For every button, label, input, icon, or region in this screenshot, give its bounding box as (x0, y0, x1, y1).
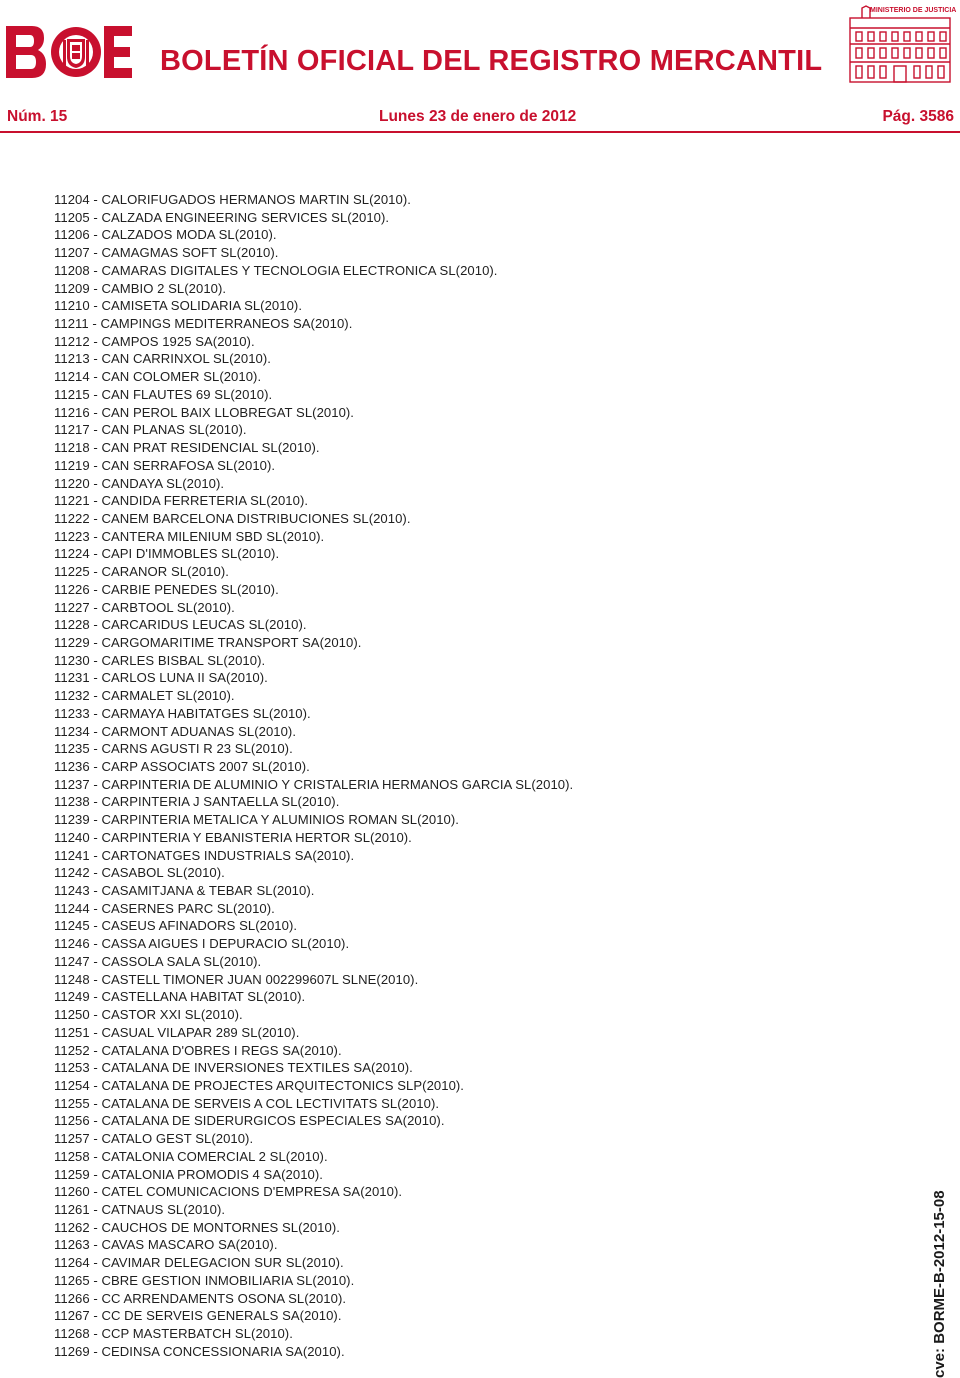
list-item: 11237 - CARPINTERIA DE ALUMINIO Y CRISTALERIA HERMANOS GARCIA SL(2010). (54, 776, 574, 792)
issue-number: Núm. 15 (7, 108, 68, 125)
list-item: 11206 - CALZADOS MODA SL(2010). (54, 227, 277, 243)
list-item: 11204 - CALORIFUGADOS HERMANOS MARTIN SL(2010). (54, 192, 411, 207)
page-number: Pág. 3586 (882, 108, 954, 125)
list-item: 11267 - CC DE SERVEIS GENERALS SA(2010). (54, 1308, 342, 1324)
list-item: 11225 - CARANOR SL(2010). (54, 564, 229, 580)
list-item: 11236 - CARP ASSOCIATS 2007 SL(2010). (54, 759, 310, 774)
issue-info-bar (0, 104, 960, 130)
list-item: 11250 - CASTOR XXI SL(2010). (54, 1007, 243, 1023)
cve-code: cve: BORME-B-2012-15-08 (931, 1190, 948, 1378)
list-item: 11254 - CATALANA DE PROJECTES ARQUITECTONICS SLP(2010). (54, 1077, 464, 1093)
list-item: 11233 - CARMAYA HABITATGES SL(2010). (54, 705, 311, 721)
list-item: 11207 - CAMAGMAS SOFT SL(2010). (54, 245, 279, 261)
list-item: 11220 - CANDAYA SL(2010). (54, 475, 225, 491)
list-item: 11264 - CAVIMAR DELEGACION SUR SL(2010). (54, 1255, 344, 1271)
list-item: 11265 - CBRE GESTION INMOBILIARIA SL(2010). (54, 1272, 355, 1288)
ministry-label: MINISTERIO DE JUSTICIA (870, 7, 957, 14)
list-item: 11268 - CCP MASTERBATCH SL(2010). (54, 1326, 293, 1341)
list-item: 11215 - CAN FLAUTES 69 SL(2010). (54, 386, 273, 402)
list-item: 11226 - CARBIE PENEDES SL(2010). (54, 581, 279, 597)
list-item: 11208 - CAMARAS DIGITALES Y TECNOLOGIA ELECTRONICA SL(2010). (54, 262, 498, 278)
list-item: 11240 - CARPINTERIA Y EBANISTERIA HERTOR SL(2010). (54, 829, 412, 845)
list-item: 11224 - CAPI D'IMMOBLES SL(2010). (54, 546, 280, 562)
list-item: 11253 - CATALANA DE INVERSIONES TEXTILES SA(2010). (54, 1060, 413, 1076)
list-item: 11247 - CASSOLA SALA SL(2010). (54, 953, 262, 969)
list-item: 11246 - CASSA AIGUES I DEPURACIO SL(2010). (54, 936, 350, 952)
list-item: 11258 - CATALONIA COMERCIAL 2 SL(2010). (54, 1148, 328, 1164)
list-item: 11210 - CAMISETA SOLIDARIA SL(2010). (54, 298, 303, 314)
page-header (0, 0, 960, 100)
issue-date: Lunes 23 de enero de 2012 (379, 108, 577, 125)
list-item: 11259 - CATALONIA PROMODIS 4 SA(2010). (54, 1166, 323, 1182)
list-item: 11243 - CASAMITJANA & TEBAR SL(2010). (54, 883, 315, 899)
boe-logo-icon (6, 26, 132, 78)
list-item: 11252 - CATALANA D'OBRES I REGS SA(2010). (54, 1042, 342, 1058)
list-item: 11213 - CAN CARRINXOL SL(2010). (54, 351, 271, 367)
list-item: 11232 - CARMALET SL(2010). (54, 688, 235, 704)
list-item: 11214 - CAN COLOMER SL(2010). (54, 369, 262, 385)
list-item: 11242 - CASABOL SL(2010). (54, 865, 225, 881)
list-item: 11261 - CATNAUS SL(2010). (54, 1201, 226, 1217)
entry-list (54, 191, 573, 1360)
list-item: 11241 - CARTONATGES INDUSTRIALS SA(2010). (54, 847, 355, 863)
list-item: 11218 - CAN PRAT RESIDENCIAL SL(2010). (54, 440, 320, 456)
list-item: 11244 - CASERNES PARC SL(2010). (54, 900, 275, 916)
list-item: 11229 - CARGOMARITIME TRANSPORT SA(2010). (54, 634, 362, 650)
list-item: 11217 - CAN PLANAS SL(2010). (54, 422, 247, 438)
list-item: 11260 - CATEL COMUNICACIONS D'EMPRESA SA(2010). (54, 1184, 403, 1200)
list-item: 11205 - CALZADA ENGINEERING SERVICES SL(2010). (54, 209, 390, 225)
list-item: 11222 - CANEM BARCELONA DISTRIBUCIONES SL(2010). (54, 510, 411, 526)
list-item: 11209 - CAMBIO 2 SL(2010). (54, 280, 227, 296)
list-item: 11249 - CASTELLANA HABITAT SL(2010). (54, 989, 306, 1005)
list-item: 11262 - CAUCHOS DE MONTORNES SL(2010). (54, 1219, 340, 1235)
list-item: 11216 - CAN PEROL BAIX LLOBREGAT SL(2010). (54, 404, 354, 420)
list-item: 11269 - CEDINSA CONCESSIONARIA SA(2010). (54, 1343, 345, 1359)
list-item: 11211 - CAMPINGS MEDITERRANEOS SA(2010). (54, 316, 353, 332)
list-item: 11235 - CARNS AGUSTI R 23 SL(2010). (54, 741, 293, 757)
list-item: 11239 - CARPINTERIA METALICA Y ALUMINIOS ROMAN SL(2010). (54, 812, 459, 828)
list-item: 11231 - CARLOS LUNA II SA(2010). (54, 670, 268, 686)
list-item: 11230 - CARLES BISBAL SL(2010). (54, 652, 266, 668)
list-item: 11256 - CATALANA DE SIDERURGICOS ESPECIALES SA(2010). (54, 1113, 445, 1129)
list-item: 11255 - CATALANA DE SERVEIS A COL LECTIVITATS SL(2010). (54, 1095, 440, 1111)
publication-title: BOLETÍN OFICIAL DEL REGISTRO MERCANTIL (160, 45, 823, 77)
header-divider (0, 131, 960, 133)
list-item: 11212 - CAMPOS 1925 SA(2010). (54, 333, 255, 349)
list-item: 11266 - CC ARRENDAMENTS OSONA SL(2010). (54, 1290, 347, 1306)
ministry-building-icon (846, 4, 957, 84)
list-item: 11248 - CASTELL TIMONER JUAN 002299607L SLNE(2010). (54, 971, 419, 987)
list-item: 11228 - CARCARIDUS LEUCAS SL(2010). (54, 617, 307, 633)
list-item: 11223 - CANTERA MILENIUM SBD SL(2010). (54, 528, 325, 544)
list-item: 11257 - CATALO GEST SL(2010). (54, 1131, 254, 1147)
list-item: 11227 - CARBTOOL SL(2010). (54, 599, 235, 615)
list-item: 11221 - CANDIDA FERRETERIA SL(2010). (54, 493, 309, 509)
list-item: 11234 - CARMONT ADUANAS SL(2010). (54, 723, 297, 739)
list-item: 11263 - CAVAS MASCARO SA(2010). (54, 1237, 278, 1253)
list-item: 11251 - CASUAL VILAPAR 289 SL(2010). (54, 1024, 300, 1040)
list-item: 11245 - CASEUS AFINADORS SL(2010). (54, 918, 298, 934)
list-item: 11219 - CAN SERRAFOSA SL(2010). (54, 457, 276, 473)
list-item: 11238 - CARPINTERIA J SANTAELLA SL(2010). (54, 794, 340, 810)
